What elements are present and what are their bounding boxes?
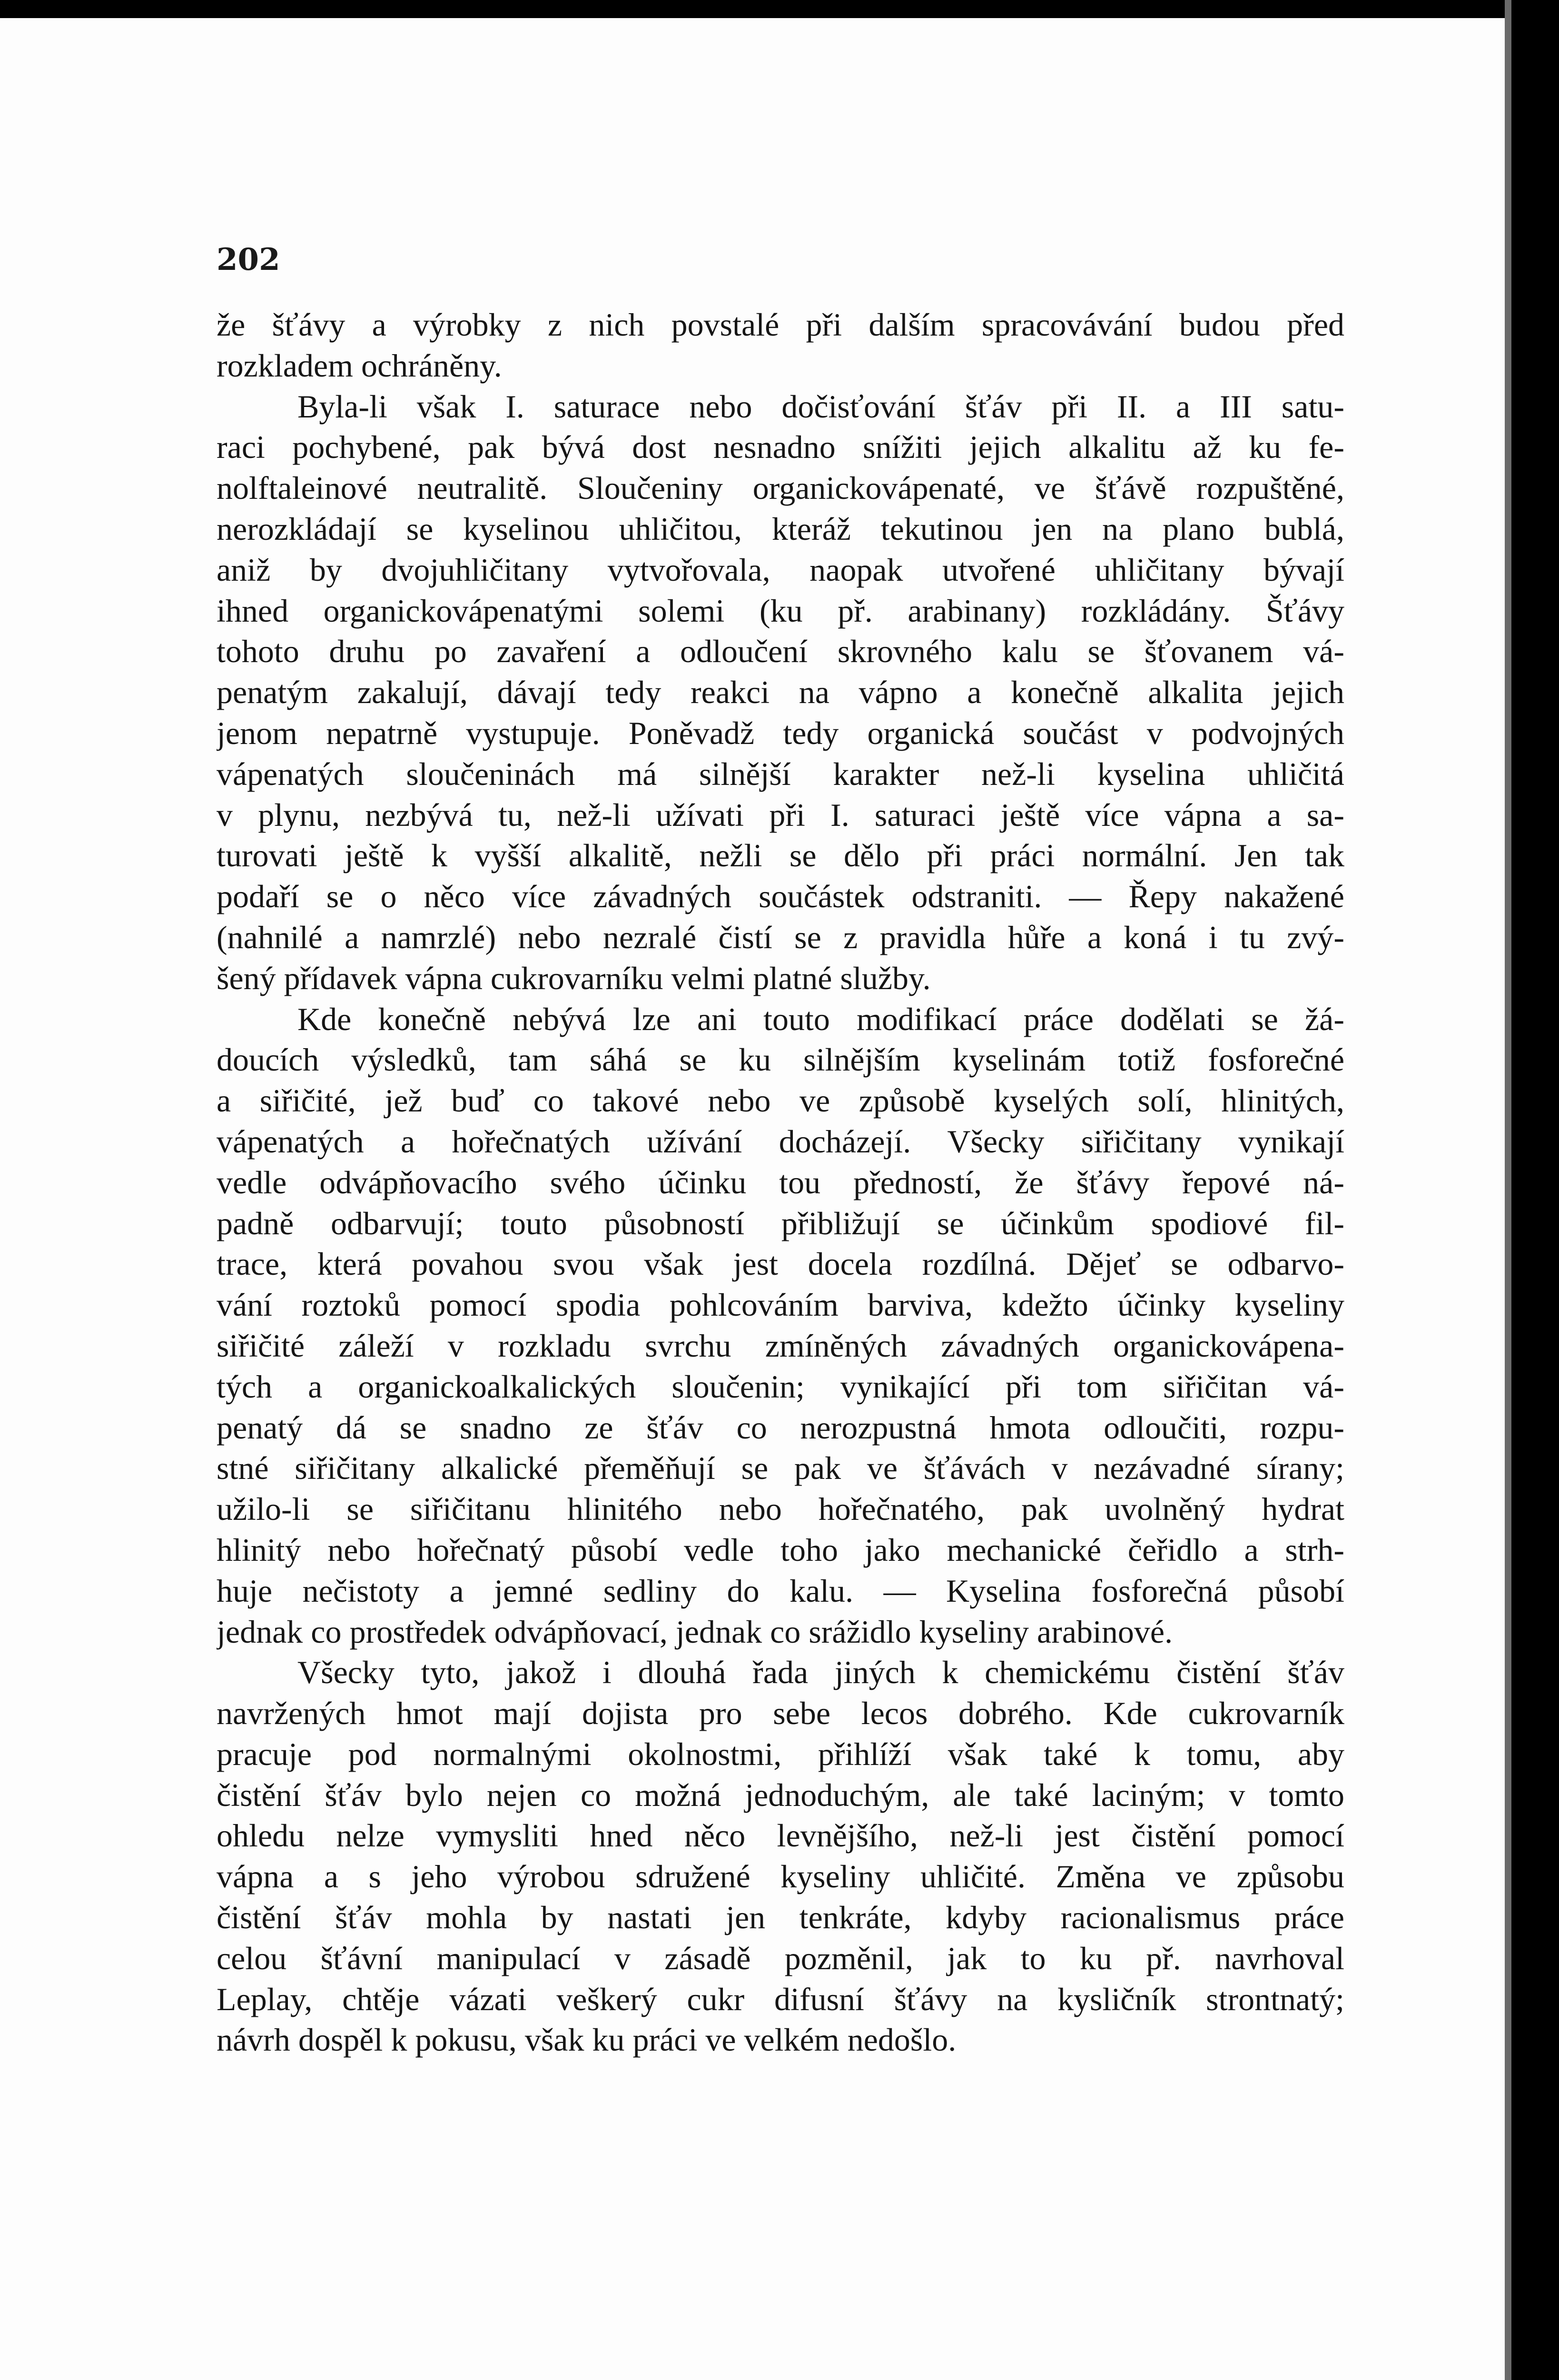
text-line: padně odbarvují; touto působností přibližují se účinkům spodiové fil- — [217, 1205, 1344, 1241]
text-line: užilo-li se siřičitanu hlinitého nebo hořečnatého, pak uvolněný hydrat — [217, 1491, 1344, 1527]
text-line: raci pochybené, pak bývá dost nesnadno snížiti jejich alkalitu až ku fe- — [217, 429, 1344, 466]
text-line: čistění šťáv mohla by nastati jen tenkráte, kdyby racionalismus práce — [217, 1899, 1344, 1936]
text-line: vápenatých sloučeninách má silnější karakter než-li kyselina uhličitá — [217, 755, 1344, 792]
text-line: šený přídavek vápna cukrovarníku velmi platné služby. — [217, 960, 931, 996]
text-line: stné siřičitany alkalické přeměňují se pak ve šťávách v nezávadné sírany; — [217, 1450, 1344, 1487]
text-line: turovati ještě k vyšší alkalitě, nežli se dělo při práci normální. Jen tak — [217, 837, 1344, 874]
text-line: hlinitý nebo hořečnatý působí vedle toho jako mechanické čeřidlo a strh- — [217, 1531, 1344, 1568]
text-line: Všecky tyto, jakož i dlouhá řada jiných k chemickému čistění šťáv — [297, 1654, 1344, 1691]
page-number: 202 — [217, 242, 280, 278]
text-line: čistění šťáv bylo nejen co možná jednoduchým, ale také laciným; v tomto — [217, 1776, 1344, 1813]
text-line: podaří se o něco více závadných součástek odstraniti. — Řepy nakažené — [217, 878, 1344, 915]
text-line: Byla-li však I. saturace nebo dočisťování šťáv při II. a III satu- — [297, 388, 1344, 425]
text-line: vání roztoků pomocí spodia pohlcováním barviva, kdežto účinky kyseliny — [217, 1287, 1344, 1323]
text-line: tohoto druhu po zavaření a odloučení skrovného kalu se šťovanem vá- — [217, 633, 1344, 670]
text-line: penatý dá se snadno ze šťáv co nerozpustná hmota odloučiti, rozpu- — [217, 1409, 1344, 1446]
text-line: (nahnilé a namrzlé) nebo nezralé čistí se z pravidla hůře a koná i tu zvý- — [217, 919, 1344, 955]
text-line: navržených hmot mají dojista pro sebe lecos dobrého. Kde cukrovarník — [217, 1695, 1344, 1732]
text-line: jenom nepatrně vystupuje. Poněvadž tedy organická součást v podvojných — [217, 714, 1344, 751]
text-line: v plynu, nezbývá tu, než-li užívati při I. saturaci ještě více vápna a sa- — [217, 796, 1344, 833]
scan-border-shadow — [1505, 0, 1511, 2380]
text-line: trace, která povahou svou však jest docela rozdílná. Dějeť se odbarvo- — [217, 1246, 1344, 1282]
text-line: že šťávy a výrobky z nich povstalé při dalším spracovávání budou před — [217, 307, 1344, 343]
text-line: ohledu nelze vymysliti hned něco levnějšího, než-li jest čistění pomocí — [217, 1817, 1344, 1854]
body-text — [217, 305, 1344, 2061]
text-line: Leplay, chtěje vázati veškerý cukr difusní šťávy na kysličník strontnatý; — [217, 1981, 1344, 2017]
text-line: pracuje pod normalnými okolnostmi, přihlíží však také k tomu, aby — [217, 1735, 1344, 1772]
scan-border-top — [0, 0, 1559, 18]
text-line: huje nečistoty a jemné sedliny do kalu. — Kyselina fosforečná působí — [217, 1572, 1344, 1609]
text-line: vápna a s jeho výrobou sdružené kyseliny uhličité. Změna ve způsobu — [217, 1858, 1344, 1895]
text-line: návrh dospěl k pokusu, však ku práci ve velkém nedošlo. — [217, 2022, 957, 2058]
text-line: aniž by dvojuhličitany vytvořovala, naopak utvořené uhličitany bývají — [217, 551, 1344, 588]
text-line: vedle odvápňovacího svého účinku tou předností, že šťávy řepové ná- — [217, 1164, 1344, 1200]
text-line: penatým zakalují, dávají tedy reakci na vápno a konečně alkalita jejich — [217, 674, 1344, 711]
text-line: nerozkládají se kyselinou uhličitou, kteráž tekutinou jen na plano bublá, — [217, 510, 1344, 547]
text-line: Kde konečně nebývá lze ani touto modifikací práce dodělati se žá- — [297, 1001, 1344, 1037]
text-line: tých a organickoalkalických sloučenin; vynikající při tom siřičitan vá- — [217, 1368, 1344, 1405]
scan-border-right — [1511, 0, 1559, 2380]
text-line: ihned organickovápenatými solemi (ku př. arabinany) rozkládány. Šťávy — [217, 592, 1344, 629]
text-line: a siřičité, jež buď co takové nebo ve způsobě kyselých solí, hlinitých, — [217, 1082, 1344, 1119]
text-line: rozkladem ochráněny. — [217, 347, 502, 384]
text-line: vápenatých a hořečnatých užívání docházejí. Všecky siřičitany vynikají — [217, 1123, 1344, 1160]
text-line: siřičité záleží v rozkladu svrchu zmíněných závadných organickovápena- — [217, 1327, 1344, 1364]
text-line: doucích výsledků, tam sáhá se ku silnějším kyselinám totiž fosforečné — [217, 1041, 1344, 1078]
text-line: celou šťávní manipulací v zásadě pozměnil, jak to ku př. navrhoval — [217, 1940, 1344, 1976]
text-line: nolftaleinové neutralitě. Sloučeniny organickovápenaté, ve šťávě rozpuštěné, — [217, 470, 1344, 506]
text-line: jednak co prostředek odvápňovací, jednak co srážidlo kyseliny arabinové. — [217, 1613, 1173, 1650]
